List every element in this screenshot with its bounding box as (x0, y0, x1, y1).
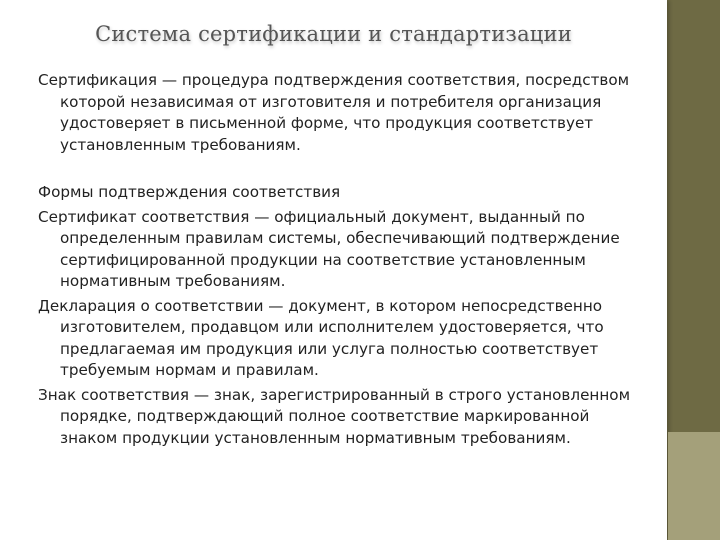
certification-definition (38, 70, 648, 156)
slide-content (38, 70, 648, 452)
certification-text: — процедура подтверждения соответствия, посредством которой независимая от изготовителя и потребителя организация удостоверяет в письменной форме, что продукция соответствует установленным требованиям. (60, 71, 630, 154)
side-accent-block (668, 432, 720, 540)
certificate-text: — официальный документ, выданный по определенным правилам системы, обеспечивающий подтверждение сертифицированной продукции на соответствие установленным нормативным требованиям. (60, 207, 620, 290)
declaration-definition (38, 296, 648, 382)
paragraph-gap (38, 159, 648, 182)
slide-title: Система сертификации и стандартизации (95, 22, 572, 46)
forms-heading: Формы подтверждения соответствия (38, 183, 341, 201)
mark-term: Знак соответствия (38, 385, 190, 404)
mark-definition (38, 385, 648, 450)
certificate-term: Сертификат соответствия (38, 207, 250, 226)
mark-text: — знак, зарегистрированный в строго установленном порядке, подтверждающий полное соответствие маркированной знаком продукции установленным нормативным требованиям. (60, 385, 631, 447)
declaration-term: Декларация о соответствии (38, 296, 264, 315)
declaration-text: — документ, в котором непосредственно изготовителем, продавцом или исполнителем удостоверяется, что предлагаемая им продукция или услуга полностью соответствует требуемым нормам и правилам. (60, 296, 604, 379)
certificate-definition (38, 207, 648, 293)
certification-term: Сертификация (38, 71, 157, 89)
